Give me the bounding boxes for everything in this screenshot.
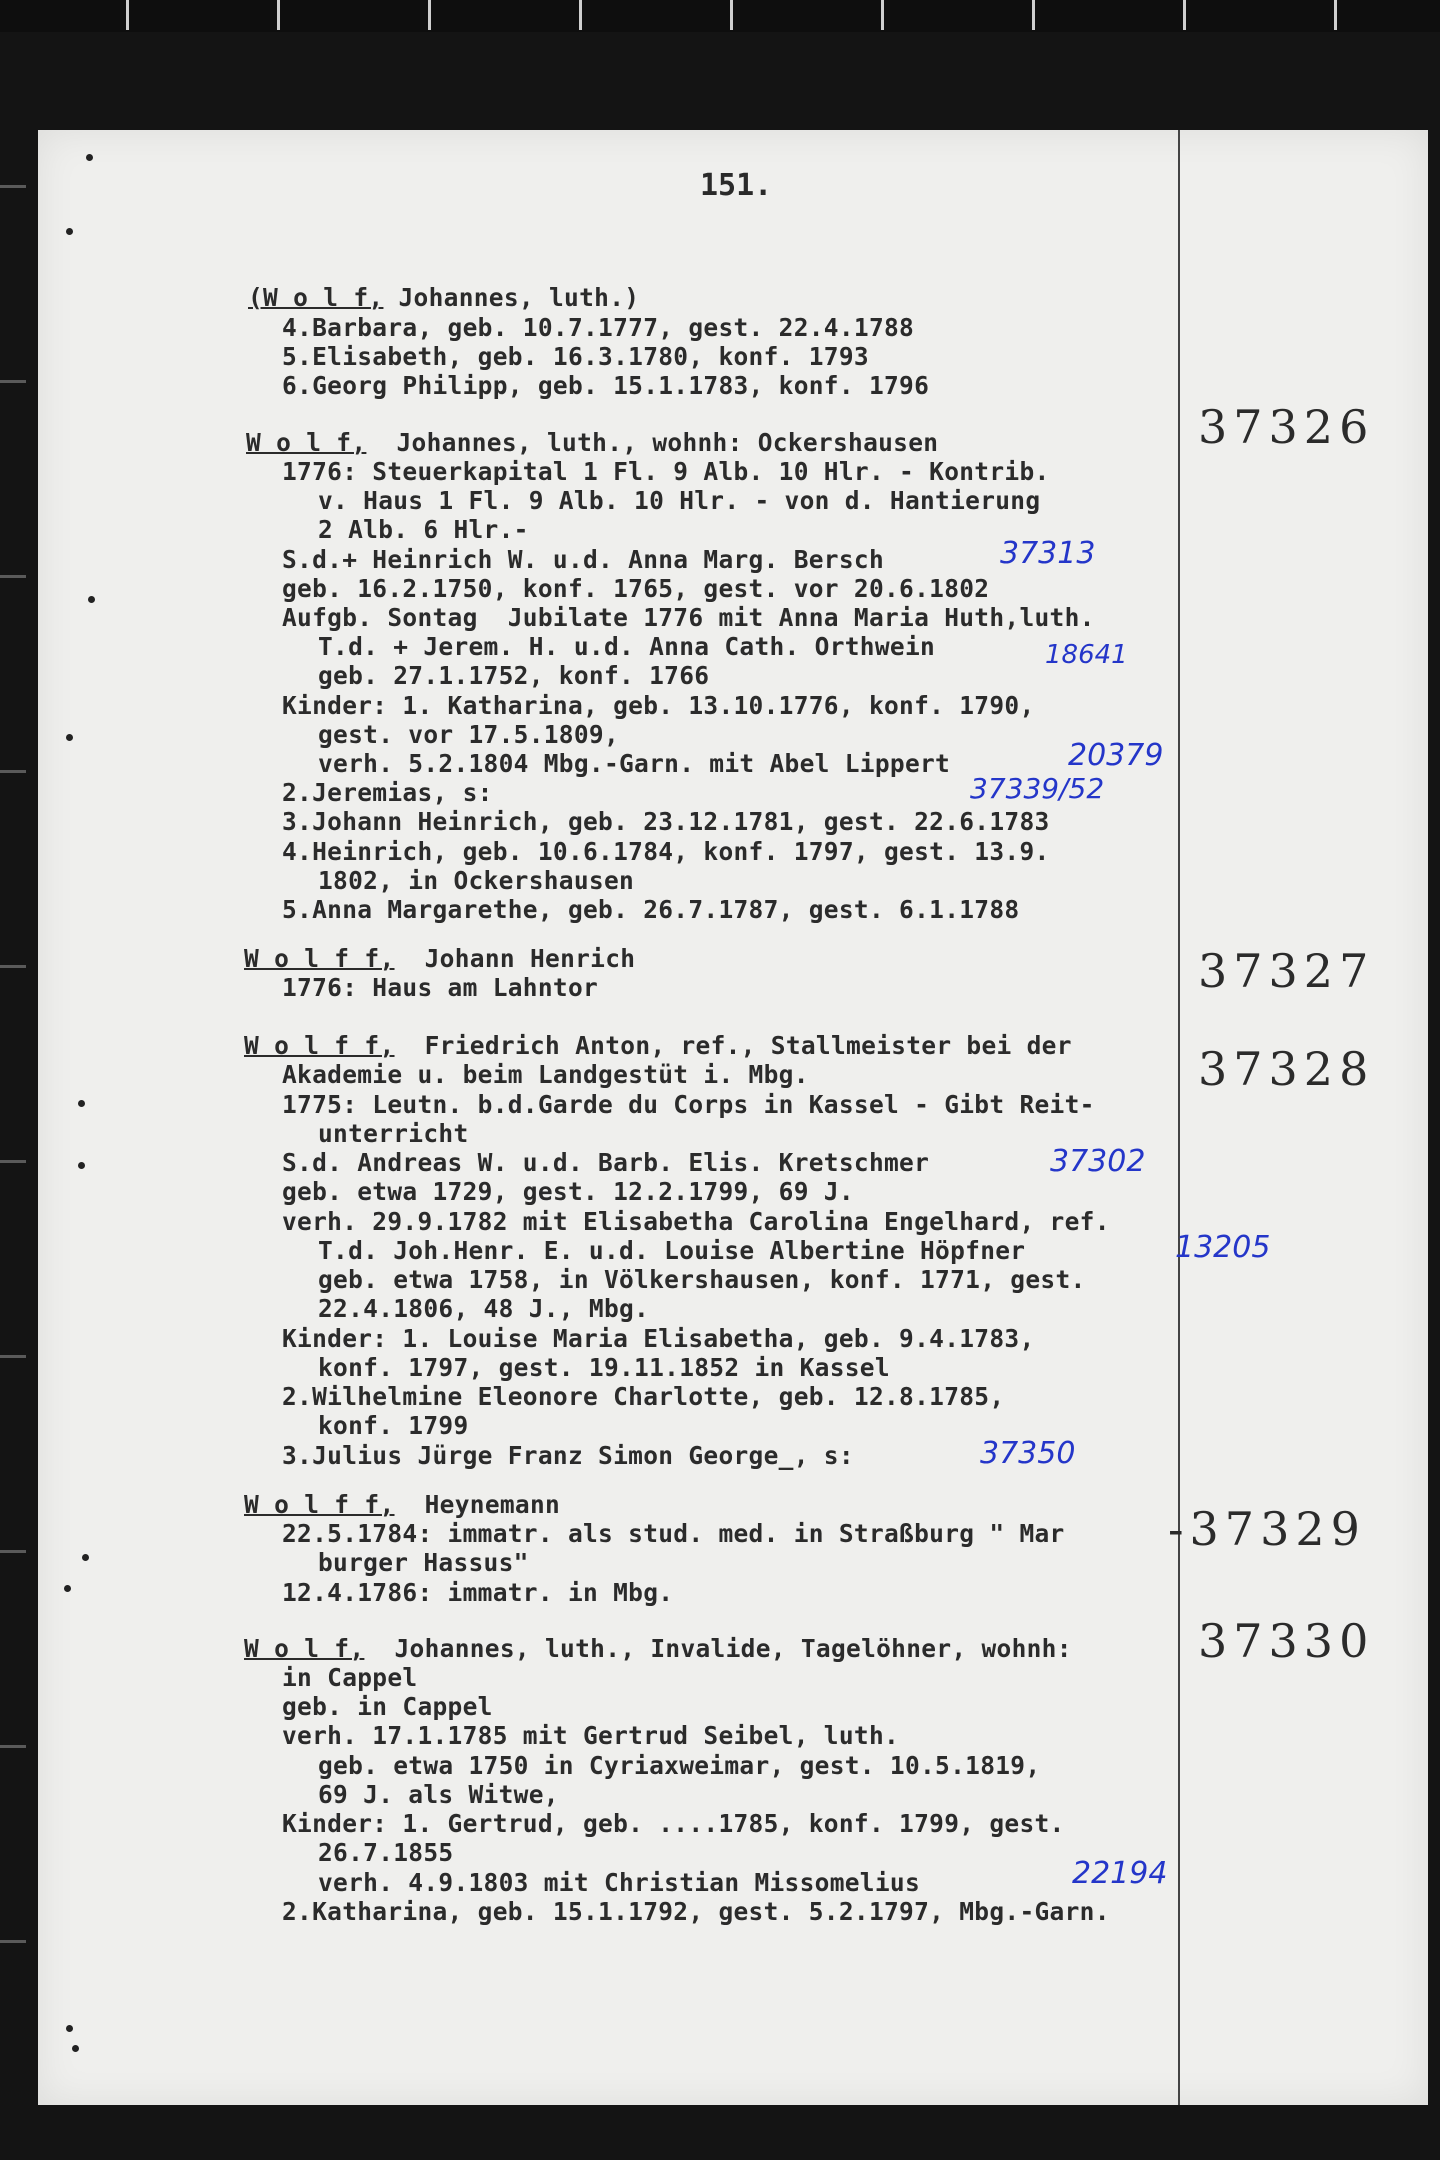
entry-line: gest. vor 17.5.1809,	[318, 720, 620, 749]
entry-line: 3.Julius Jürge Franz Simon George_, s:	[282, 1441, 854, 1470]
punch-hole	[66, 228, 73, 235]
handwritten-ref: 37339/52	[970, 772, 1105, 805]
handwritten-ref: 13205	[1175, 1230, 1271, 1265]
entry-line: verh. 29.9.1782 mit Elisabetha Carolina Engelhard, ref.	[282, 1207, 1110, 1236]
entry-line: 1802, in Ockershausen	[318, 866, 635, 895]
entry-line: Kinder: 1. Louise Maria Elisabetha, geb. 9.4.1783,	[282, 1324, 1035, 1353]
entry-line: geb. etwa 1729, gest. 12.2.1799, 69 J.	[282, 1177, 854, 1206]
entry-line: 5.Anna Margarethe, geb. 26.7.1787, gest. 6.1.1788	[282, 895, 1020, 924]
entry-heading	[244, 1490, 560, 1519]
punch-hole	[66, 2025, 73, 2032]
entry-heading	[244, 1634, 1072, 1663]
handwritten-ref: 18641	[1045, 640, 1128, 670]
ruler-tick	[1032, 0, 1035, 30]
entry-line: 26.7.1855	[318, 1838, 454, 1867]
edge-mark	[0, 1550, 26, 1553]
ruler-tick	[277, 0, 280, 30]
entry-line: konf. 1799	[318, 1411, 469, 1440]
entry-line: 6.Georg Philipp, geb. 15.1.1783, konf. 1796	[282, 371, 930, 400]
handwritten-ref: 37313	[1000, 536, 1096, 571]
entry-line: Kinder: 1. Katharina, geb. 13.10.1776, konf. 1790,	[282, 691, 1035, 720]
punch-hole	[86, 154, 93, 161]
handwritten-ref: 37302	[1050, 1144, 1146, 1179]
entry-line: T.d. + Jerem. H. u.d. Anna Cath. Orthwein	[318, 632, 936, 661]
edge-mark	[0, 1940, 26, 1943]
entry-name: W o l f,	[244, 1634, 365, 1663]
punch-hole	[82, 1554, 89, 1561]
entry-heading-rest: Friedrich Anton, ref., Stallmeister bei der	[394, 1031, 1072, 1060]
edge-mark	[0, 965, 26, 968]
punch-hole	[72, 2045, 79, 2052]
page-number: 151.	[700, 168, 773, 203]
ruler-tick	[579, 0, 582, 30]
scanner-top-strip	[0, 0, 1440, 32]
entry-line: Kinder: 1. Gertrud, geb. ....1785, konf. 1799, gest.	[282, 1809, 1065, 1838]
entry-line: 4.Barbara, geb. 10.7.1777, gest. 22.4.1788	[282, 313, 915, 342]
entry-heading	[244, 944, 635, 973]
edge-mark	[0, 380, 26, 383]
entry-line: verh. 4.9.1803 mit Christian Missomelius	[318, 1868, 921, 1897]
ruler-tick	[881, 0, 884, 30]
handwritten-ref: 20379	[1068, 738, 1164, 773]
punch-hole	[78, 1162, 85, 1169]
margin-rule	[1178, 130, 1180, 2105]
entry-line: T.d. Joh.Henr. E. u.d. Louise Albertine Höpfner	[318, 1236, 1026, 1265]
entry-heading-rest: Johannes, luth., wohnh: Ockershausen	[366, 428, 939, 457]
entry-line: 1775: Leutn. b.d.Garde du Corps in Kassel - Gibt Reit-	[282, 1090, 1095, 1119]
entry-line: geb. in Cappel	[282, 1692, 493, 1721]
ruler-tick	[1334, 0, 1337, 30]
entry-line: 12.4.1786: immatr. in Mbg.	[282, 1578, 674, 1607]
entry-line: geb. etwa 1750 in Cyriaxweimar, gest. 10.5.1819,	[318, 1751, 1041, 1780]
entry-line: burger Hassus"	[318, 1548, 529, 1577]
entry-name: W o l f f,	[244, 1031, 395, 1060]
entry-heading-rest: Heynemann	[394, 1490, 561, 1519]
entry-line: 5.Elisabeth, geb. 16.3.1780, konf. 1793	[282, 342, 869, 371]
entry-number: 37326	[1198, 400, 1375, 454]
entry-heading-rest: Johann Henrich	[394, 944, 636, 973]
edge-mark	[0, 770, 26, 773]
entry-line: Akademie u. beim Landgestüt i. Mbg.	[282, 1060, 809, 1089]
punch-hole	[78, 1100, 85, 1107]
handwritten-ref: 22194	[1072, 1856, 1168, 1891]
entry-line: S.d. Andreas W. u.d. Barb. Elis. Kretschmer	[282, 1148, 930, 1177]
entry-name: (W o l f,	[248, 283, 384, 312]
entry-line: verh. 5.2.1804 Mbg.-Garn. mit Abel Lippert	[318, 749, 951, 778]
entry-line: geb. 27.1.1752, konf. 1766	[318, 661, 710, 690]
punch-hole	[88, 596, 95, 603]
handwritten-ref: 37350	[980, 1436, 1076, 1471]
entry-line: v. Haus 1 Fl. 9 Alb. 10 Hlr. - von d. Hantierung	[318, 486, 1041, 515]
entry-line: in Cappel	[282, 1663, 418, 1692]
entry-name: W o l f f,	[244, 1490, 395, 1519]
entry-line: 2.Katharina, geb. 15.1.1792, gest. 5.2.1797, Mbg.-Garn.	[282, 1897, 1110, 1926]
entry-heading-rest: Johannes, luth., Invalide, Tagelöhner, wohnh:	[364, 1634, 1072, 1663]
entry-line: Aufgb. Sontag Jubilate 1776 mit Anna Maria Huth,luth.	[282, 603, 1095, 632]
entry-line: S.d.+ Heinrich W. u.d. Anna Marg. Bersch	[282, 545, 885, 574]
ruler-tick	[126, 0, 129, 30]
ruler-tick	[428, 0, 431, 30]
entry-line: konf. 1797, gest. 19.11.1852 in Kassel	[318, 1353, 890, 1382]
entry-number: 37327	[1198, 944, 1375, 998]
entry-heading-rest: Johannes, luth.)	[383, 283, 640, 312]
entry-line: 1776: Haus am Lahntor	[282, 973, 599, 1002]
entry-line: 22.4.1806, 48 J., Mbg.	[318, 1294, 650, 1323]
edge-mark	[0, 1355, 26, 1358]
ruler-tick	[730, 0, 733, 30]
entry-line: 3.Johann Heinrich, geb. 23.12.1781, gest. 22.6.1783	[282, 807, 1050, 836]
edge-mark	[0, 575, 26, 578]
entry-line: 2.Jeremias, s:	[282, 778, 493, 807]
entry-heading	[248, 283, 639, 312]
entry-number: 37330	[1198, 1614, 1375, 1668]
entry-line: 1776: Steuerkapital 1 Fl. 9 Alb. 10 Hlr. - Kontrib.	[282, 457, 1050, 486]
entry-heading	[246, 428, 938, 457]
entry-line: 2 Alb. 6 Hlr.-	[318, 515, 529, 544]
entry-number: -37329	[1168, 1502, 1366, 1556]
entry-name: W o l f f,	[244, 944, 395, 973]
edge-mark	[0, 185, 26, 188]
edge-mark	[0, 1745, 26, 1748]
entry-line: 69 J. als Witwe,	[318, 1780, 559, 1809]
entry-line: 4.Heinrich, geb. 10.6.1784, konf. 1797, gest. 13.9.	[282, 837, 1050, 866]
entry-heading	[244, 1031, 1072, 1060]
entry-line: geb. etwa 1758, in Völkershausen, konf. 1771, gest.	[318, 1265, 1086, 1294]
punch-hole	[64, 1585, 71, 1592]
punch-hole	[66, 734, 73, 741]
entry-name: W o l f,	[246, 428, 367, 457]
entry-line: unterricht	[318, 1119, 469, 1148]
ruler-tick	[1183, 0, 1186, 30]
entry-line: geb. 16.2.1750, konf. 1765, gest. vor 20.6.1802	[282, 574, 990, 603]
entry-number: 37328	[1198, 1042, 1375, 1096]
entry-line: 2.Wilhelmine Eleonore Charlotte, geb. 12.8.1785,	[282, 1382, 1005, 1411]
entry-line: 22.5.1784: immatr. als stud. med. in Straßburg " Mar	[282, 1519, 1065, 1548]
edge-mark	[0, 1160, 26, 1163]
entry-line: verh. 17.1.1785 mit Gertrud Seibel, luth.	[282, 1721, 900, 1750]
